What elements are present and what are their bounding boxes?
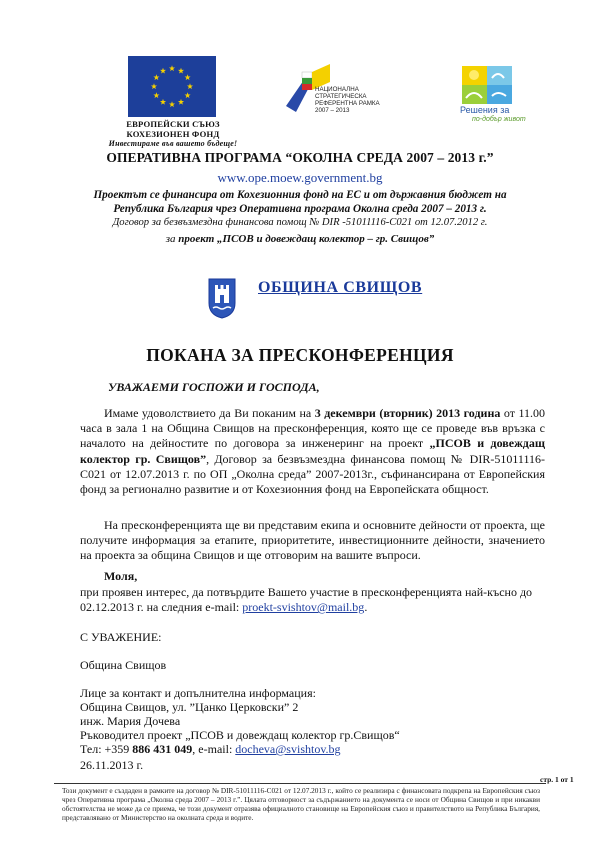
eu-caption	[108, 119, 238, 149]
nsrf-line: 2007 – 2013	[315, 107, 350, 114]
footer-disclaimer: Този документ е създаден в рамките на договор № DIR-51011116-C021 от 12.07.2013 г., който се реализира с финансовата подкрепа на Европейския съюз чрез Оперативна програма „Околна среда 2007 – 2013 г.”. Цялата отговорност за съдържанието на документа се носи от Община Свищов и при никакви обстоятелства не може да се приема, че този документ отразява официалното становище на Европейския съюз и правителството на Република България, представлявано от Министерство на околната среда и водите.	[62, 786, 540, 822]
project-name: проект „ПСОВ и довеждащ колектор – гр. Свищов”	[178, 233, 435, 245]
project-name-bold: „ПСОВ и довеждащ колектор гр. Свищов”	[80, 436, 545, 466]
eu-slogan: Инвестираме във вашето бъдеще!	[108, 139, 238, 148]
project-line	[0, 233, 600, 245]
contact-email-link[interactable]: docheva@svishtov.bg	[235, 742, 341, 756]
environment-logo-text	[460, 106, 526, 124]
municipality-crest-icon	[207, 277, 237, 319]
contact-block	[80, 686, 400, 756]
env-logo-line-1: Решения за	[460, 105, 510, 115]
page-number: стр. 1 от 1	[540, 775, 574, 784]
environment-logo-icon	[462, 66, 512, 104]
p3-text: .	[364, 600, 368, 615]
email-label: , e-mail:	[192, 742, 236, 756]
env-logo-line-2: по-добър живот	[472, 116, 526, 123]
paragraph-agenda: На пресконференцията ще ви представим екипа и основните дейности от проекта, ще получите информация за етапите, приоритетите, инвестиционните дейности, значението на проекта за община Свищов и ще отговорим на вашите въпроси.	[80, 518, 545, 563]
p1-text: , Договор за безвъзмездна финансова помощ № DIR-51011116-C021 от 12.07.2013 г. по ОП „Околна среда” 2007-2013г., съфинансирана от Европейския фонд за регионално развитие и от Кохезионния фонд на Европейската общност.	[80, 451, 545, 497]
phone-number: 886 431 049	[132, 742, 193, 756]
document-date: 26.11.2013 г.	[80, 758, 144, 772]
rsvp-email-link[interactable]: proekt-svishtov@mail.bg	[242, 600, 365, 615]
please-heading: Моля,	[104, 569, 138, 583]
project-prefix: за	[165, 233, 179, 245]
grant-contract: Договор за безвъзмездна финансова помощ № DIR -51011116-C021 от 12.07.2012 г.	[112, 217, 488, 228]
p1-text: Имаме удоволствието да Ви поканим на	[104, 406, 315, 420]
programme-title: ОПЕРАТИВНА ПРОГРАМА “ОКОЛНА СРЕДА 2007 – 2013 г.”	[106, 150, 494, 165]
paragraph-rsvp	[80, 585, 550, 615]
nsrf-text	[315, 86, 380, 114]
p3-text: при проявен интерес, да потвърдите Вашето участие в пресконференцията най-късно до 02.12.2013 г. на следния e-mail:	[80, 585, 533, 615]
funding-line-2: Република България чрез Оперативна програма Околна среда 2007 – 2013 г.	[113, 203, 487, 215]
contact-line: Лице за контакт и допълнителна информация:	[80, 686, 316, 700]
funding-line-1: Проектът се финансира от Кохезионния фонд на ЕС и от държавния бюджет на	[93, 189, 507, 201]
contact-line: инж. Мария Дочева	[80, 714, 181, 728]
contact-line: Ръководител проект „ПСОВ и довеждащ колектор гр.Свищов“	[80, 728, 400, 742]
eu-flag-icon	[128, 56, 216, 117]
nsrf-line: НАЦИОНАЛНА	[315, 86, 359, 93]
contact-line	[80, 742, 400, 756]
eu-caption-line-2: КОХЕЗИОНЕН ФОНД	[126, 129, 220, 139]
salutation: УВАЖАЕМИ ГОСПОЖИ И ГОСПОДА,	[108, 380, 320, 394]
phone-label: Тел: +359	[80, 742, 133, 756]
event-date: 3 декември (вторник) 2013 година	[314, 406, 501, 420]
eu-caption-line-1: ЕВРОПЕЙСКИ СЪЮЗ	[126, 119, 220, 129]
municipality-name: ОБЩИНА СВИЩОВ	[258, 279, 423, 296]
contact-line: Община Свищов, ул. ”Цанко Церковски” 2	[80, 700, 299, 714]
nsrf-line: СТРАТЕГИЧЕСКА	[315, 93, 367, 100]
footer-divider	[54, 783, 546, 784]
programme-url[interactable]: www.ope.moew.government.bg	[217, 170, 383, 185]
closing-regards: С УВАЖЕНИЕ:	[80, 630, 162, 644]
p1-text: от 11.00 часа в зала 1 на Община Свищов на пресконференция, която ще се проведе във връзка с началото на дейностите по договора за инженеринг на проект	[80, 406, 546, 451]
nsrf-line: РЕФЕРЕНТНА РАМКА	[315, 100, 380, 107]
funding-statement	[0, 188, 600, 216]
document-title: ПОКАНА ЗА ПРЕСКОНФЕРЕНЦИЯ	[146, 345, 454, 365]
paragraph-invitation	[80, 406, 545, 497]
signatory: Община Свищов	[80, 658, 167, 672]
